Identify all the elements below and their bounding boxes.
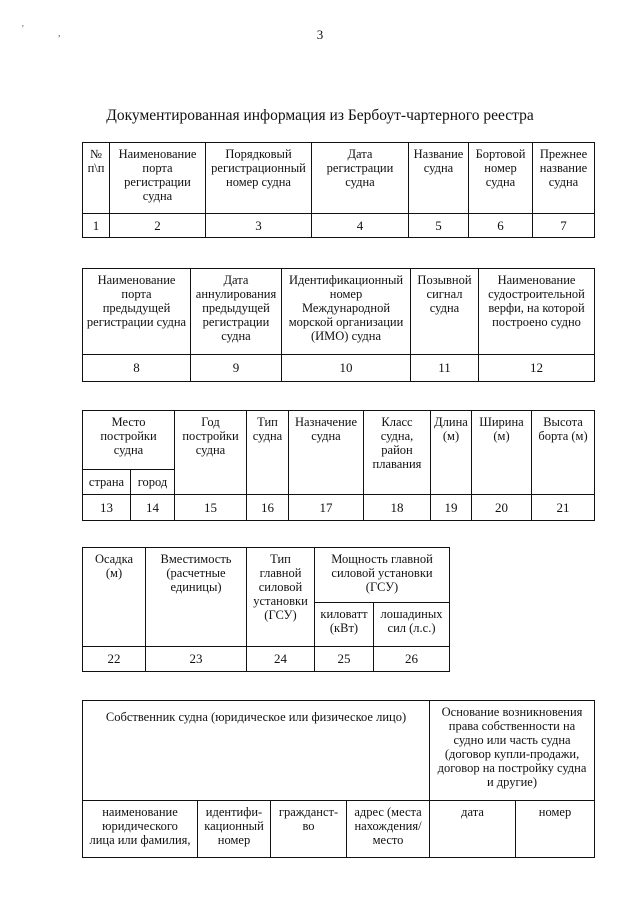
col-number: 13 — [83, 495, 131, 521]
col-number: 20 — [472, 495, 532, 521]
table-header-row — [83, 411, 595, 470]
col-number: 21 — [532, 495, 595, 521]
col-header-shipyard: Наименование судостроительной верфи, на которой построено судно — [479, 269, 595, 355]
col-number: 1 — [83, 214, 110, 238]
scan-speck: ' — [22, 24, 24, 35]
col-number: 24 — [247, 647, 315, 672]
col-header-build-year: Год постройки судна — [175, 411, 247, 495]
col-header-length: Длина (м) — [431, 411, 472, 495]
col-header-build-place: Место постройки судна — [83, 411, 175, 470]
col-number: 15 — [175, 495, 247, 521]
col-number: 7 — [533, 214, 595, 238]
col-number: 26 — [374, 647, 450, 672]
table-propulsion — [82, 547, 450, 672]
col-header-address: адрес (места нахождения/ место — [347, 801, 430, 858]
col-header-imo-number: Идентификационный номер Международной морской организации (ИМО) судна — [282, 269, 411, 355]
col-header-citizenship: гражданст- во — [271, 801, 347, 858]
col-number: 25 — [315, 647, 374, 672]
col-header-country: страна — [83, 470, 131, 495]
table-previous-registration — [82, 268, 595, 382]
col-number: 22 — [83, 647, 146, 672]
col-header-horsepower: лошадиных сил (л.с.) — [374, 603, 450, 647]
col-header-engine-power: Мощность главной силовой установки (ГСУ) — [315, 548, 450, 603]
col-header-reg-number: Порядковый регистрационный номер судна — [206, 143, 312, 214]
table-number-row — [83, 495, 595, 521]
col-header-width: Ширина (м) — [472, 411, 532, 495]
table-owner — [82, 700, 595, 858]
col-number: 2 — [110, 214, 206, 238]
col-number: 11 — [411, 355, 479, 382]
col-header-purpose: Назначение судна — [289, 411, 364, 495]
col-header-number: № п\п — [83, 143, 110, 214]
col-number: 23 — [146, 647, 247, 672]
col-number: 10 — [282, 355, 411, 382]
col-number: 18 — [364, 495, 431, 521]
col-number: 4 — [312, 214, 409, 238]
table-construction — [82, 410, 595, 521]
col-header-vessel-name: Название судна — [409, 143, 469, 214]
table-number-row — [83, 214, 595, 238]
col-header-basis-number: номер — [516, 801, 595, 858]
col-number: 8 — [83, 355, 191, 382]
col-header-owner: Собственник судна (юридическое или физическое лицо) — [83, 701, 430, 801]
col-number: 19 — [431, 495, 472, 521]
col-header-city: город — [131, 470, 175, 495]
col-number: 12 — [479, 355, 595, 382]
table-registration — [82, 142, 595, 238]
col-header-vessel-type: Тип судна — [247, 411, 289, 495]
col-header-prev-port: Наименование порта предыдущей регистрации судна — [83, 269, 191, 355]
col-number: 5 — [409, 214, 469, 238]
col-header-ownership-basis: Основание возникновения права собственности на судно или часть судна (договор купли-продажи, договор на постройку судна и другие) — [430, 701, 595, 801]
col-header-basis-date: дата — [430, 801, 516, 858]
page-number: 3 — [316, 27, 324, 42]
scan-speck: , — [58, 28, 61, 39]
col-number: 17 — [289, 495, 364, 521]
col-header-kilowatt: киловатт (кВт) — [315, 603, 374, 647]
col-header-call-sign: Позывной сигнал судна — [411, 269, 479, 355]
table-header-row — [83, 143, 595, 214]
document-title: Документированная информация из Бербоут-чартерного реестра — [106, 107, 534, 124]
table-subheader-row — [83, 801, 595, 858]
table-number-row — [83, 647, 450, 672]
table-number-row — [83, 355, 595, 382]
col-header-engine-type: Тип главной силовой установки (ГСУ) — [247, 548, 315, 647]
col-header-class: Класс судна, район плавания — [364, 411, 431, 495]
col-header-former-name: Прежнее название судна — [533, 143, 595, 214]
table-header-row — [83, 548, 450, 603]
table-header-row — [83, 269, 595, 355]
col-header-draft: Осадка (м) — [83, 548, 146, 647]
col-header-port: Наименование порта регистрации судна — [110, 143, 206, 214]
col-header-owner-id: идентифи- кационный номер — [198, 801, 271, 858]
col-header-board-number: Бортовой номер судна — [469, 143, 533, 214]
col-number: 9 — [191, 355, 282, 382]
col-header-reg-date: Дата регистрации судна — [312, 143, 409, 214]
col-number: 6 — [469, 214, 533, 238]
col-header-board-height: Высота борта (м) — [532, 411, 595, 495]
col-header-owner-name: наименование юридического лица или фамилия, — [83, 801, 198, 858]
col-number: 16 — [247, 495, 289, 521]
col-number: 14 — [131, 495, 175, 521]
col-header-cancel-date: Дата аннулирования предыдущей регистрации судна — [191, 269, 282, 355]
col-header-capacity: Вместимость (расчетные единицы) — [146, 548, 247, 647]
col-number: 3 — [206, 214, 312, 238]
table-header-row — [83, 701, 595, 801]
